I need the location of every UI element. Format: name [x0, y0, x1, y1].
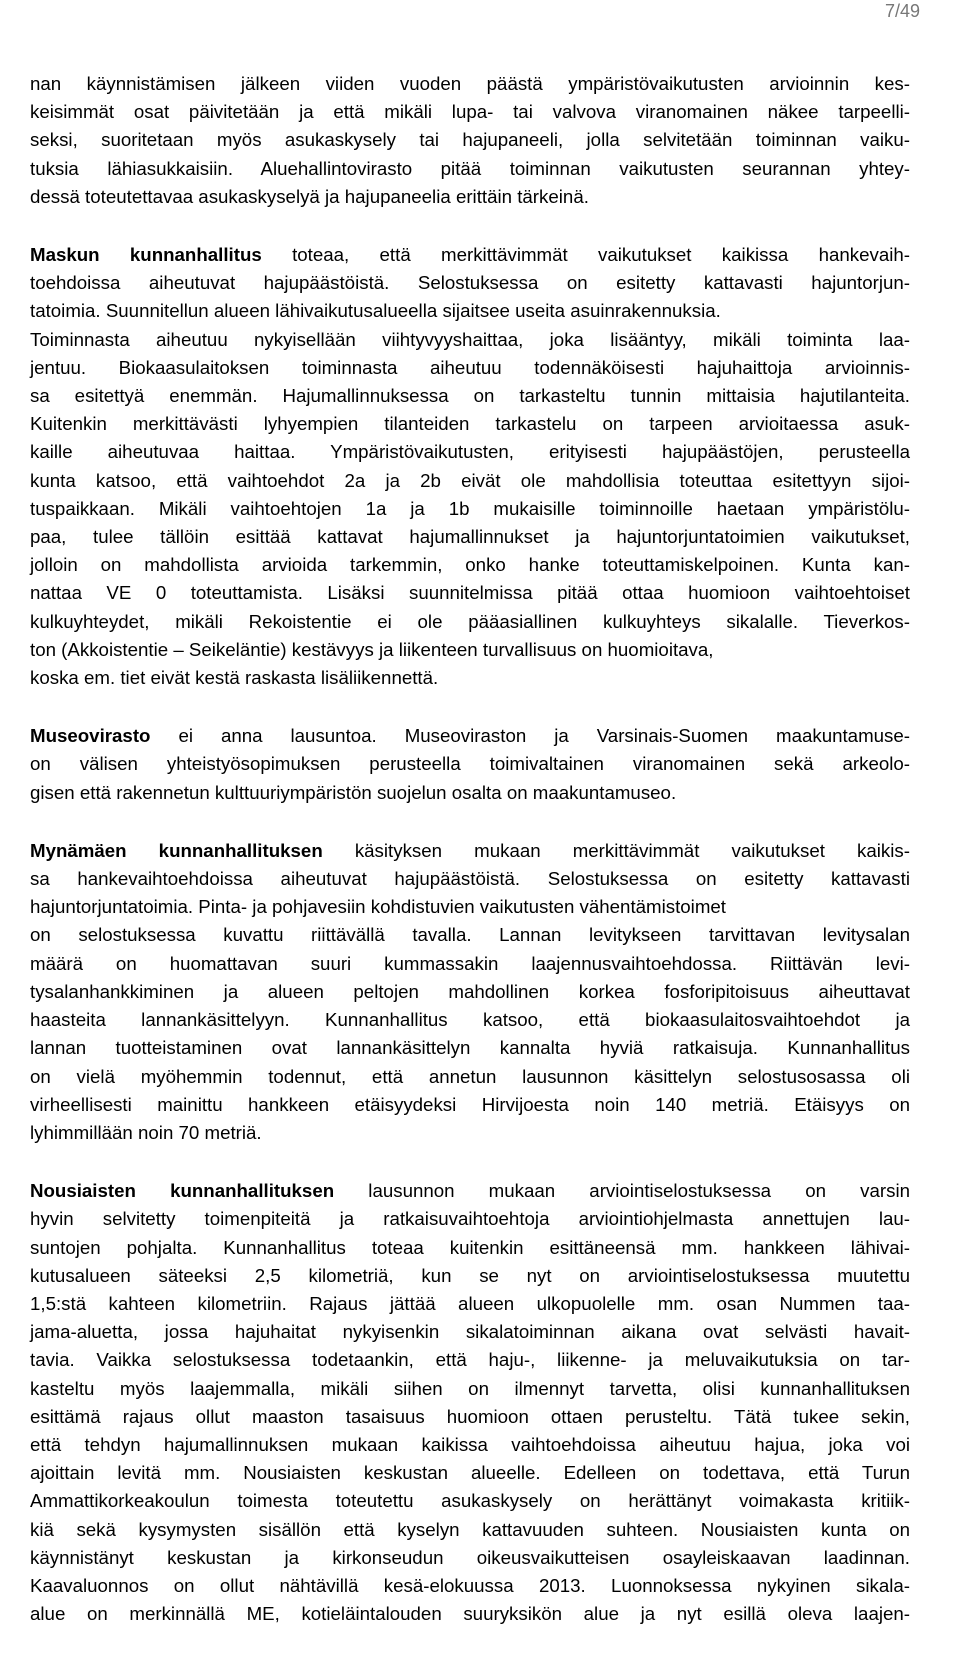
text-line-rest: lausunnon mukaan arviointiselostuksessa on varsin: [334, 1180, 910, 1202]
text-line: sa esitettyä enemmän. Hajumallinnuksessa on tarkasteltu tunnin mittaisia hajutilanteita.: [30, 385, 910, 407]
text-line: [30, 722, 910, 750]
text-line: tatoimia. Suunnitellun alueen lähivaikutusalueella sijaitsee useita asuinrakennuksia.: [30, 300, 721, 322]
paragraph-lead: Museovirasto: [30, 725, 151, 747]
text-line: tuspaikkaan. Mikäli vaihtoehtojen 1a ja 1b mukaisille toiminnoille haetaan ympäristölu-: [30, 497, 910, 519]
text-line: nattaa VE 0 toteuttamista. Lisäksi suunnitelmissa pitää ottaa huomioon vaihtoehtoiset: [30, 582, 910, 604]
text-line: kunta katsoo, että vaihtoehdot 2a ja 2b eivät ole mahdollisia toteuttaa esitettyyn sijoi-: [30, 469, 910, 491]
text-line: jama-aluetta, jossa hajuhaitat nykyisenkin sikalatoiminnan aikana ovat selvästi havait-: [30, 1321, 910, 1343]
text-line: gisen että rakennetun kulttuuriympäristön suojelun osalta on maakuntamuseo.: [30, 781, 677, 803]
text-line: virheellisesti mainittu hankkeen etäisyydeksi Hirvijoesta noin 140 metriä. Etäisyys on: [30, 1093, 910, 1115]
text-line: on selostuksessa kuvattu riittävällä tavalla. Lannan levitykseen tarvittavan levitysalan: [30, 924, 910, 946]
text-line: nan käynnistämisen jälkeen viiden vuoden päästä ympäristövaikutusten arvioinnin kes-: [30, 73, 910, 94]
text-line: käynnistänyt keskustan ja kirkonseudun oikeusvaikutteisen osayleiskaavan laadinnan.: [30, 1546, 910, 1568]
paragraph-maskun-kunnanhallitus: [30, 241, 910, 692]
paragraph-aluehallintovirasto: [30, 70, 910, 211]
text-line: hajuntorjuntatoimia. Pinta- ja pohjavesiin kohdistuvien vaikutusten vähentämistoimet: [30, 896, 726, 918]
text-line: kasteltu myös laajemmalla, mikäli siihen on ilmennyt tarvetta, olisi kunnanhallituksen: [30, 1377, 910, 1399]
text-line: [30, 1177, 910, 1205]
text-line-rest: toteaa, että merkittävimmät vaikutukset kaikissa hankevaih-: [261, 244, 910, 266]
document-body: [30, 70, 910, 1658]
text-line: 1,5:stä kahteen kilometriin. Rajaus jättää alueen ulkopuolelle mm. osan Nummen taa-: [30, 1292, 910, 1314]
text-line: on vielä myöhemmin todennut, että annetun lausunnon käsittelyn selostusosassa oli: [30, 1065, 910, 1087]
text-line: ajoittain levitä mm. Nousiaisten keskustan alueelle. Edelleen on todettava, että Turun: [30, 1462, 910, 1484]
text-line: [30, 837, 910, 865]
text-line: Toiminnasta aiheutuu nykyisellään viihtyvyyshaittaa, joka lisääntyy, mikäli toiminta laa-: [30, 328, 910, 350]
text-line: lyhimmillään noin 70 metriä.: [30, 1121, 262, 1143]
text-line: keisimmät osat päivitetään ja että mikäli lupa- tai valvova viranomainen näkee tarpeelli-: [30, 101, 910, 123]
text-line: seksi, suoritetaan myös asukaskysely tai hajupaneeli, jolla selvitetään toiminnan vaiku-: [30, 129, 910, 151]
text-line: alue on merkinnällä ME, kotieläintalouden suuryksikön alue ja nyt esillä oleva laajen-: [30, 1603, 910, 1625]
text-line: suntojen pohjalta. Kunnanhallitus toteaa kuitenkin esittäneensä mm. hankkeen lähivai-: [30, 1236, 910, 1258]
text-line: on välisen yhteistyösopimuksen perusteella toimivaltainen viranomainen sekä arkeolo-: [30, 753, 910, 775]
text-line: esittämä rajaus ollut maaston tasaisuus huomioon ottaen perusteltu. Tätä tukee sekin,: [30, 1405, 910, 1427]
text-line: koska em. tiet eivät kestä raskasta lisäliikennettä.: [30, 667, 439, 689]
paragraph-nousiaisten-kunnanhallitus: [30, 1177, 910, 1628]
text-line: tuksia lähiasukkaisiin. Aluehallintovirasto pitää toiminnan vaikutusten seurannan yhtey-: [30, 157, 910, 179]
text-line: Kaavaluonnos on ollut nähtävillä kesä-elokuussa 2013. Luonnoksessa nykyinen sikala-: [30, 1574, 910, 1596]
text-line: paa, tulee tällöin esittää kattavat hajumallinnukset ja hajuntorjuntatoimien vaikutukset,: [30, 526, 910, 548]
text-line-rest: käsityksen mukaan merkittävimmät vaikutukset kaikis-: [322, 839, 910, 861]
text-line: jentuu. Biokaasulaitoksen toiminnasta aiheutuu todennäköisesti hajuhaittoja arvioinnis-: [30, 356, 910, 378]
text-line: kulkuyhteydet, mikäli Rekoistentie ei ole pääasiallinen kulkuyhteys sikalalle. Tieverkos-: [30, 610, 910, 632]
text-line: että tehdyn hajumallinnuksen mukaan kaikissa vaihtoehdoissa aiheutuu hajua, joka voi: [30, 1433, 910, 1455]
paragraph-museovirasto: [30, 722, 910, 807]
text-line: [30, 241, 910, 269]
text-line: määrä on huomattavan suuri kummassakin laajennusvaihtoehdossa. Riittävän levi-: [30, 952, 910, 974]
paragraph-lead: Maskun kunnanhallitus: [30, 244, 262, 266]
text-line: tysalanhankkiminen ja alueen peltojen mahdollinen korkea fosforipitoisuus aiheuttavat: [30, 980, 910, 1002]
text-line: tavia. Vaikka selostuksessa todetaankin, että haju-, liikenne- ja meluvaikutuksia on tar-: [30, 1349, 910, 1371]
paragraph-lead: Nousiaisten kunnanhallituksen: [30, 1180, 335, 1202]
text-line: hyvin selvitetty toimenpiteitä ja ratkaisuvaihtoehtoja arviointiohjelmasta annettujen lau-: [30, 1208, 910, 1230]
text-line-rest: ei anna lausuntoa. Museoviraston ja Varsinais-Suomen maakuntamuse-: [150, 725, 910, 747]
paragraph-mynamaen-kunnanhallitus: [30, 837, 910, 1147]
text-line: kiä sekä kysymysten sisällön että kyselyn kattavuuden suhteen. Nousiaisten kunta on: [30, 1518, 910, 1540]
text-line: kaille aiheutuvaa haittaa. Ympäristövaikutusten, erityisesti hajupäästöjen, perusteella: [30, 441, 910, 463]
text-line: ton (Akkoistentie – Seikeläntie) kestävyys ja liikenteen turvallisuus on huomioitava,: [30, 638, 714, 660]
text-line: dessä toteutettavaa asukaskyselyä ja hajupaneelia erittäin tärkeinä.: [30, 185, 589, 207]
text-line: sa hankevaihtoehdoissa aiheutuvat hajupäästöistä. Selostuksessa on esitetty kattavasti: [30, 868, 910, 890]
text-line: lannan tuotteistaminen ovat lannankäsittelyn kannalta hyviä ratkaisuja. Kunnanhallitus: [30, 1037, 910, 1059]
text-line: Ammattikorkeakoulun toimesta toteutettu asukaskysely on herättänyt voimakasta kritiik-: [30, 1490, 910, 1512]
text-line: toehdoissa aiheutuvat hajupäästöistä. Selostuksessa on esitetty kattavasti hajuntorjun-: [30, 272, 910, 294]
text-line: kutusalueen säteeksi 2,5 kilometriä, kun se nyt on arviointiselostuksessa muutettu: [30, 1264, 910, 1286]
text-line: Kuitenkin merkittävästi lyhyempien tilanteiden tarkastelu on tarpeen arvioitaessa asuk-: [30, 413, 910, 435]
text-line: haasteita lannankäsittelyyn. Kunnanhallitus katsoo, että biokaasulaitosvaihtoehdot ja: [30, 1009, 910, 1031]
text-line: jolloin on mahdollista arvioida tarkemmin, onko hanke toteuttamiskelpoinen. Kunta kan-: [30, 554, 910, 576]
paragraph-lead: Mynämäen kunnanhallituksen: [30, 839, 323, 861]
page-number: 7/49: [884, 1, 920, 21]
